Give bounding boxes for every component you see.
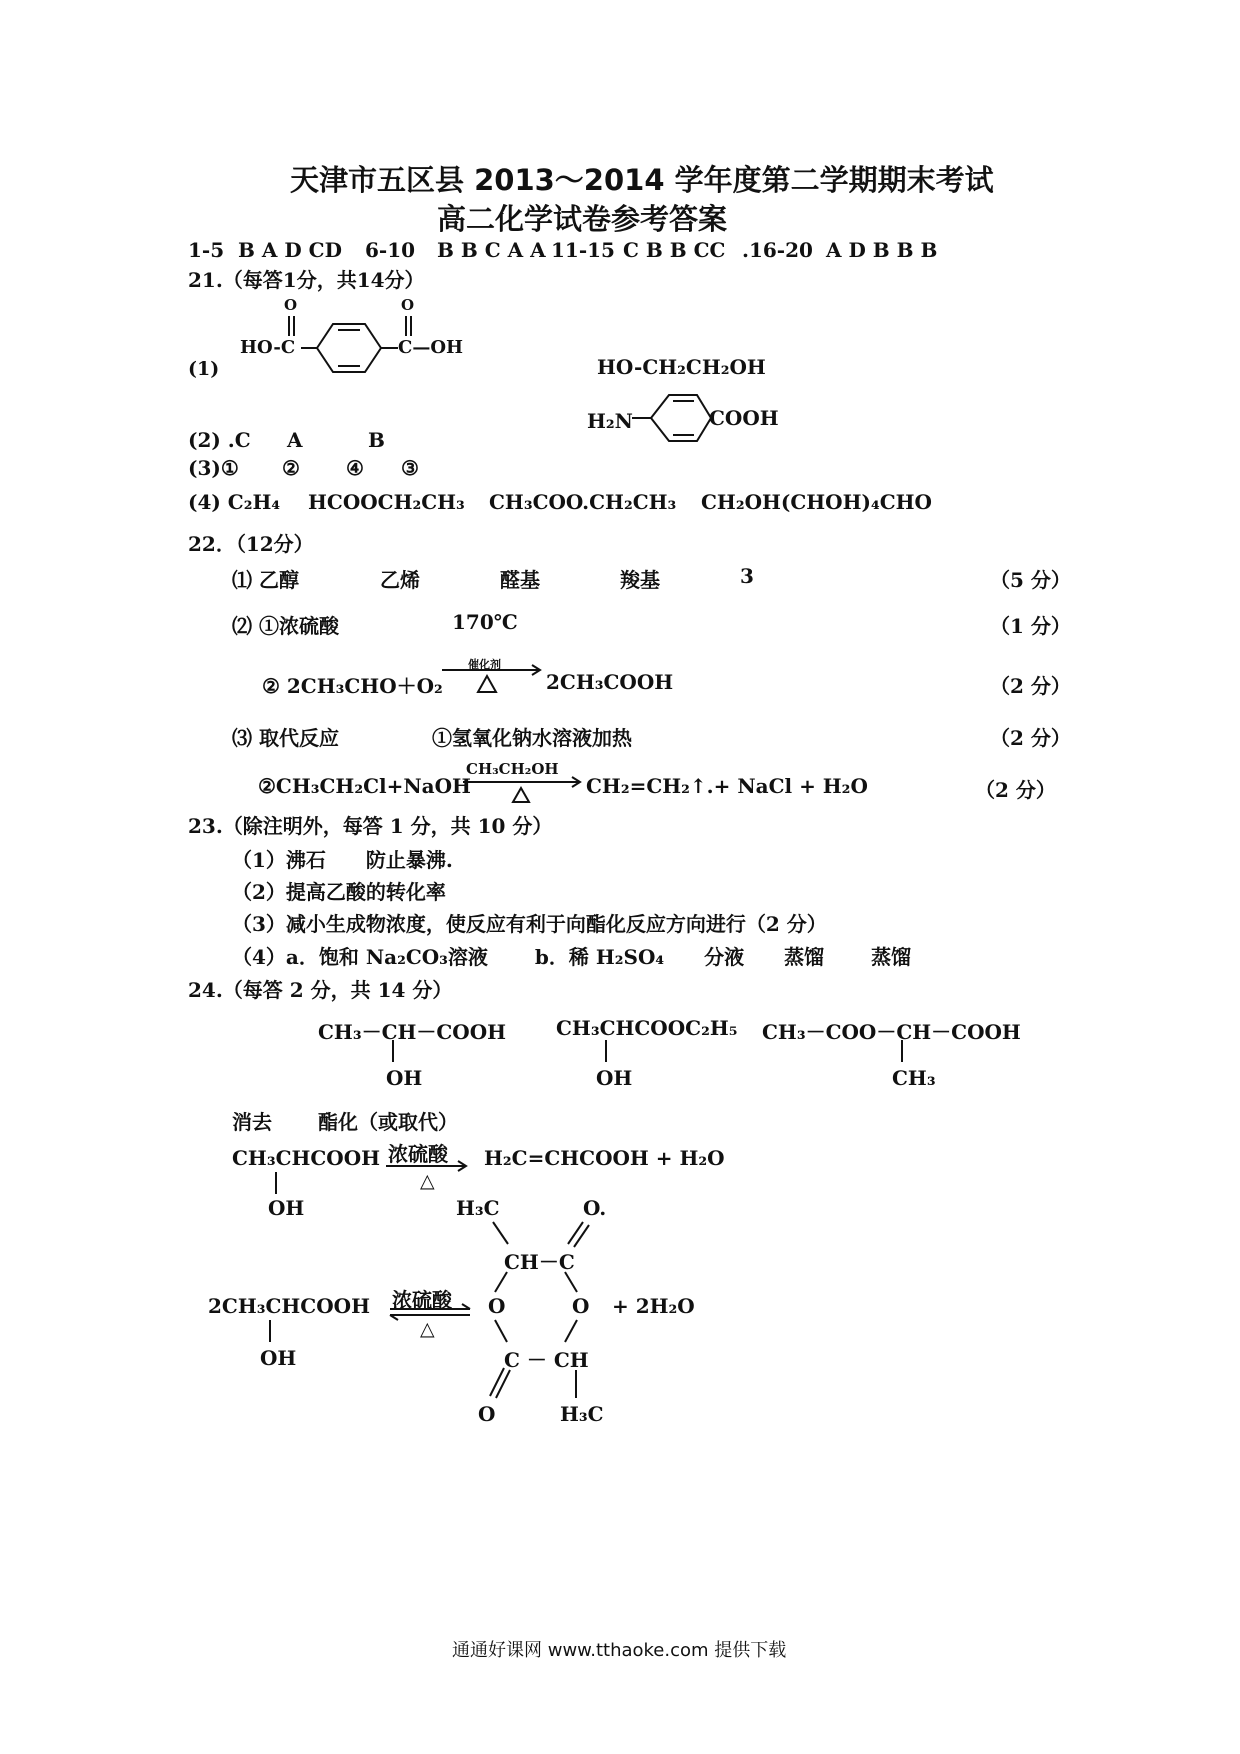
q24-s3-sub: CH₃ <box>892 1066 936 1090</box>
q22-r1-1: ⑴ 乙醇 <box>232 568 299 592</box>
q21-part2-b: B <box>368 428 385 452</box>
q24-e2-left: 2CH₃CHCOOH <box>208 1294 370 1318</box>
q21-part1-label: (1) <box>188 358 220 380</box>
q22-r1-2: 乙烯 <box>380 568 420 592</box>
q24-type-2: 酯化（或取代） <box>318 1110 458 1134</box>
footer-credit: 通通好课网 www.tthaoke.com 提供下载 <box>452 1640 787 1661</box>
q21-part4-3: CH₃COO.CH₂CH₃ <box>489 490 677 514</box>
q22-r1-4: 羧基 <box>620 568 660 592</box>
q24-e1-left: CH₃CHCOOH <box>232 1146 381 1170</box>
q21-part3-1: (3)① <box>188 456 239 480</box>
ring-bond-c-o-bottom-1 <box>496 1370 510 1398</box>
q21-part2-a: A <box>287 428 303 452</box>
q23-line-1: （1）沸石 防止暴沸. <box>232 848 453 872</box>
ring-bond-c-o-bottom-2 <box>490 1368 504 1396</box>
q23-line-4: （4）a．饱和 Na₂CO₃溶液 b．稀 H₂SO₄ 分液 蒸馏 蒸馏 <box>232 945 912 969</box>
mc-range-3: 11-15 <box>551 238 615 262</box>
mc-answers-4: A D B B B <box>826 238 938 262</box>
q22-r4-score: （2 分） <box>990 726 1071 750</box>
q21-part3-3: ④ <box>346 456 364 480</box>
q24-e2-right: + 2H₂O <box>612 1294 695 1318</box>
q21-part4-2: HCOOCH₂CH₃ <box>308 490 465 514</box>
q21-part3-4: ③ <box>401 456 419 480</box>
ring-bond-o-top-1 <box>568 1222 583 1244</box>
q24-heading: 24.（每答 2 分，共 14 分） <box>188 978 453 1002</box>
q24-e1-right: H₂C=CHCOOH + H₂O <box>484 1146 725 1170</box>
q24-e1-cond-top: 浓硫酸 <box>388 1142 448 1166</box>
q24-s2-main: CH₃CHCOOC₂H₅ <box>556 1016 738 1040</box>
q22-r5-left: ②CH₃CH₂Cl+NaOH <box>258 774 471 798</box>
tpa-o-left: O <box>284 296 298 314</box>
page-title-line2: 高二化学试卷参考答案 <box>437 202 728 236</box>
q22-r3-left: ② 2CH₃CHO＋O₂ <box>262 674 443 698</box>
ring-h3c-top: H₃C <box>456 1196 500 1220</box>
mc-answers-1: B A D CD <box>238 238 342 262</box>
ring-o-top: O. <box>583 1196 607 1220</box>
ring-bond-o-c <box>495 1320 507 1342</box>
ring-bond-ch-o <box>495 1272 507 1292</box>
q22-r4-2: ①氢氧化钠水溶液加热 <box>432 726 632 750</box>
q22-r1-score: （5 分） <box>990 568 1071 592</box>
q21-part2-label: (2) .C <box>188 428 251 452</box>
ring-o-right: O <box>572 1294 590 1318</box>
q22-r5-score: （2 分） <box>975 778 1056 802</box>
paba-acid: COOH <box>709 406 779 430</box>
q22-r4-1: ⑶ 取代反应 <box>232 726 339 750</box>
ring-h3c-bottom: H₃C <box>560 1402 604 1426</box>
ring-o-left: O <box>488 1294 506 1318</box>
q22-heading: 22．（12分） <box>188 532 314 556</box>
ring-bond-ch3-top <box>493 1222 508 1244</box>
q22-r2-2: 170℃ <box>452 610 518 634</box>
paba-amine: H₂N <box>587 409 633 433</box>
q22-r3-right: 2CH₃COOH <box>546 670 674 694</box>
q22-r3-catalyst: 催化剂 <box>468 658 501 671</box>
q22-r1-3: 醛基 <box>500 568 540 592</box>
q24-e1-sub: OH <box>268 1196 305 1220</box>
q22-r5-right: CH₂=CH₂↑.+ NaCl + H₂O <box>586 774 868 798</box>
q24-e2-cond-top: 浓硫酸 <box>392 1288 452 1312</box>
ethylene-glycol: HO-CH₂CH₂OH <box>597 355 766 379</box>
q24-s1-main: CH₃－CH－COOH <box>318 1020 507 1044</box>
q22-r1-5: 3 <box>740 564 754 588</box>
mc-range-2: 6-10 <box>365 238 416 262</box>
q24-e2-cond-bot: △ <box>420 1318 435 1340</box>
q22-r3-score: （2 分） <box>990 674 1071 698</box>
ring-c-ch: C － CH <box>504 1348 589 1372</box>
q21-part4-1: (4) C₂H₄ <box>188 490 281 514</box>
tpa-o-right: O <box>401 296 415 314</box>
mc-range-1: 1-5 <box>188 238 225 262</box>
q22-r2-score: （1 分） <box>990 614 1071 638</box>
ring-bond-o-top-2 <box>574 1225 589 1247</box>
ring-o-bottom: O <box>478 1402 496 1426</box>
page-title-line1: 天津市五区县 2013～2014 学年度第二学期期末考试 <box>290 163 994 197</box>
q21-part4-4: CH₂OH(CHOH)₄CHO <box>701 490 932 514</box>
tpa-oh-right: C—OH <box>398 337 464 358</box>
q23-line-3: （3）减小生成物浓度，使反应有利于向酯化反应方向进行（2 分） <box>232 912 827 936</box>
q24-e2-sub: OH <box>260 1346 297 1370</box>
tpa-ho-left: HO-C <box>240 337 296 358</box>
q24-s3-main: CH₃－COO－CH－COOH <box>762 1020 1021 1044</box>
q21-part3-2: ② <box>282 456 300 480</box>
ring-bond-o-ch <box>565 1320 577 1342</box>
mc-answers-3: C B B CC <box>623 238 726 262</box>
ring-bond-c-o <box>565 1272 577 1292</box>
q24-type-1: 消去 <box>232 1110 272 1134</box>
q24-s1-sub: OH <box>386 1066 423 1090</box>
q23-heading: 23.（除注明外，每答 1 分，共 10 分） <box>188 814 553 838</box>
mc-range-4: .16-20 <box>742 238 813 262</box>
q21-heading: 21.（每答1分，共14分） <box>188 268 425 292</box>
q22-r5-solvent: CH₃CH₂OH <box>466 760 559 778</box>
mc-answers-2: B B C A A <box>437 238 546 262</box>
q23-line-2: （2）提高乙酸的转化率 <box>232 880 446 904</box>
ring-ch-c: CH－C <box>504 1250 575 1274</box>
q24-e1-cond-bot: △ <box>420 1170 435 1192</box>
q24-s2-sub: OH <box>596 1066 633 1090</box>
q22-r2-1: ⑵ ①浓硫酸 <box>232 614 339 638</box>
